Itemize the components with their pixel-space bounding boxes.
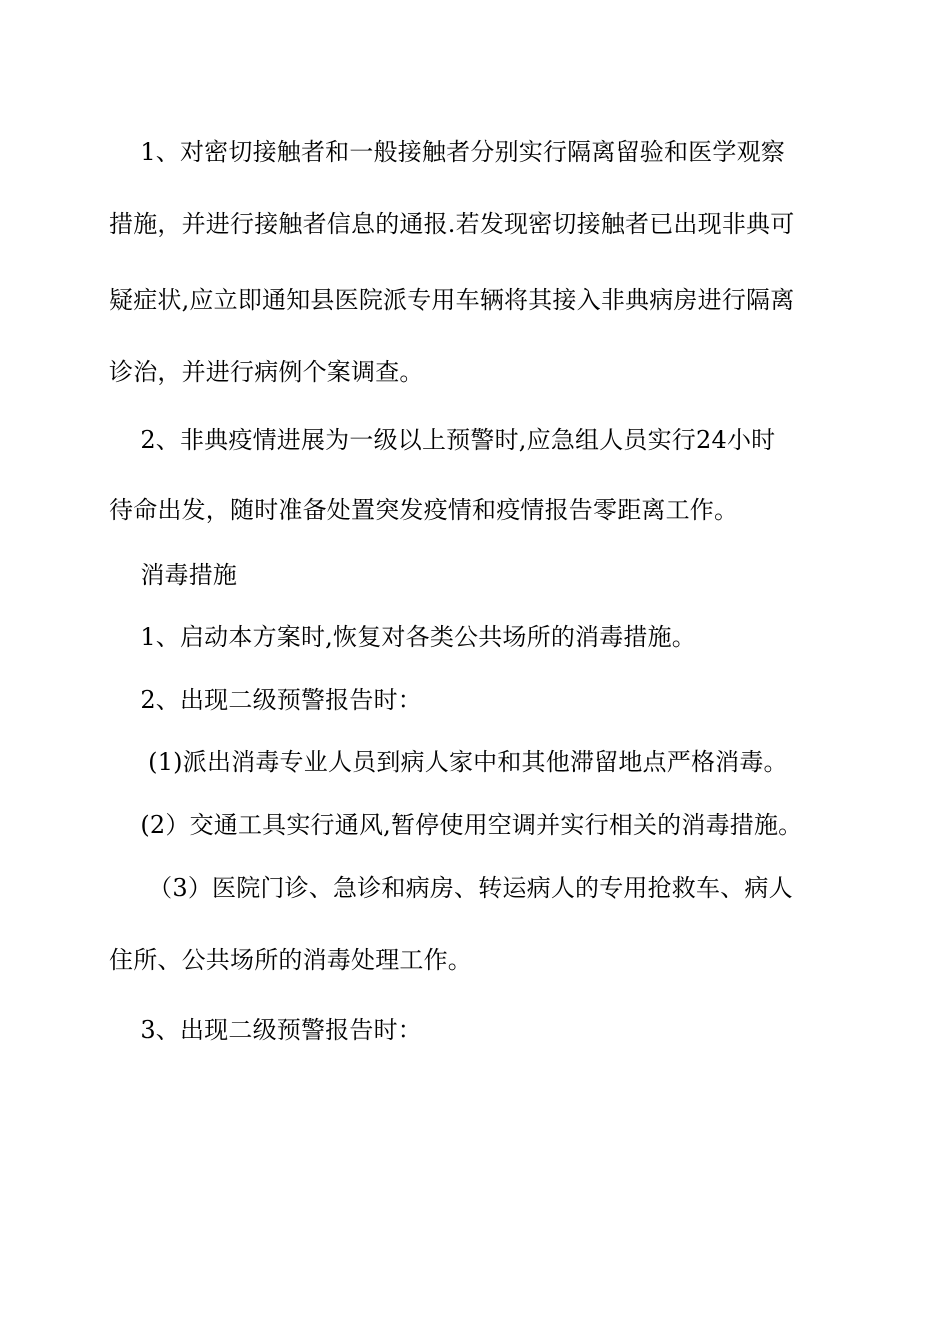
text-line-6: 待命出发，随时准备处置突发疫情和疫情报告零距离工作。 xyxy=(109,496,739,524)
text-line-4: 诊治，并进行病例个案调查。 xyxy=(109,358,424,386)
text-line-13: 住所、公共场所的消毒处理工作。 xyxy=(109,946,472,974)
text-line-10: (1)派出消毒专业人员到病人家中和其他滞留地点严格消毒。 xyxy=(109,748,788,776)
text-line-1: 1、对密切接触者和一般接触者分别实行隔离留验和医学观察 xyxy=(109,138,785,166)
text-line-3: 疑症状,应立即通知县医院派专用车辆将其接入非典病房进行隔离 xyxy=(109,286,795,314)
text-line-8: 1、启动本方案时,恢复对各类公共场所的消毒措施。 xyxy=(109,623,697,651)
text-line-14: 3、出现二级预警报告时： xyxy=(109,1016,422,1044)
text-line-11: (2）交通工具实行通风,暂停使用空调并实行相关的消毒措施。 xyxy=(109,811,803,839)
text-line-5: 2、非典疫情进展为一级以上预警时,应急组人员实行24小时 xyxy=(109,426,776,454)
text-line-9: 2、出现二级预警报告时： xyxy=(109,686,422,714)
section-heading-disinfection: 消毒措施 xyxy=(109,561,238,589)
text-line-12: （3）医院门诊、急诊和病房、转运病人的专用抢救车、病人 xyxy=(109,874,793,902)
text-line-2: 措施，并进行接触者信息的通报.若发现密切接触者已出现非典可 xyxy=(109,210,795,238)
